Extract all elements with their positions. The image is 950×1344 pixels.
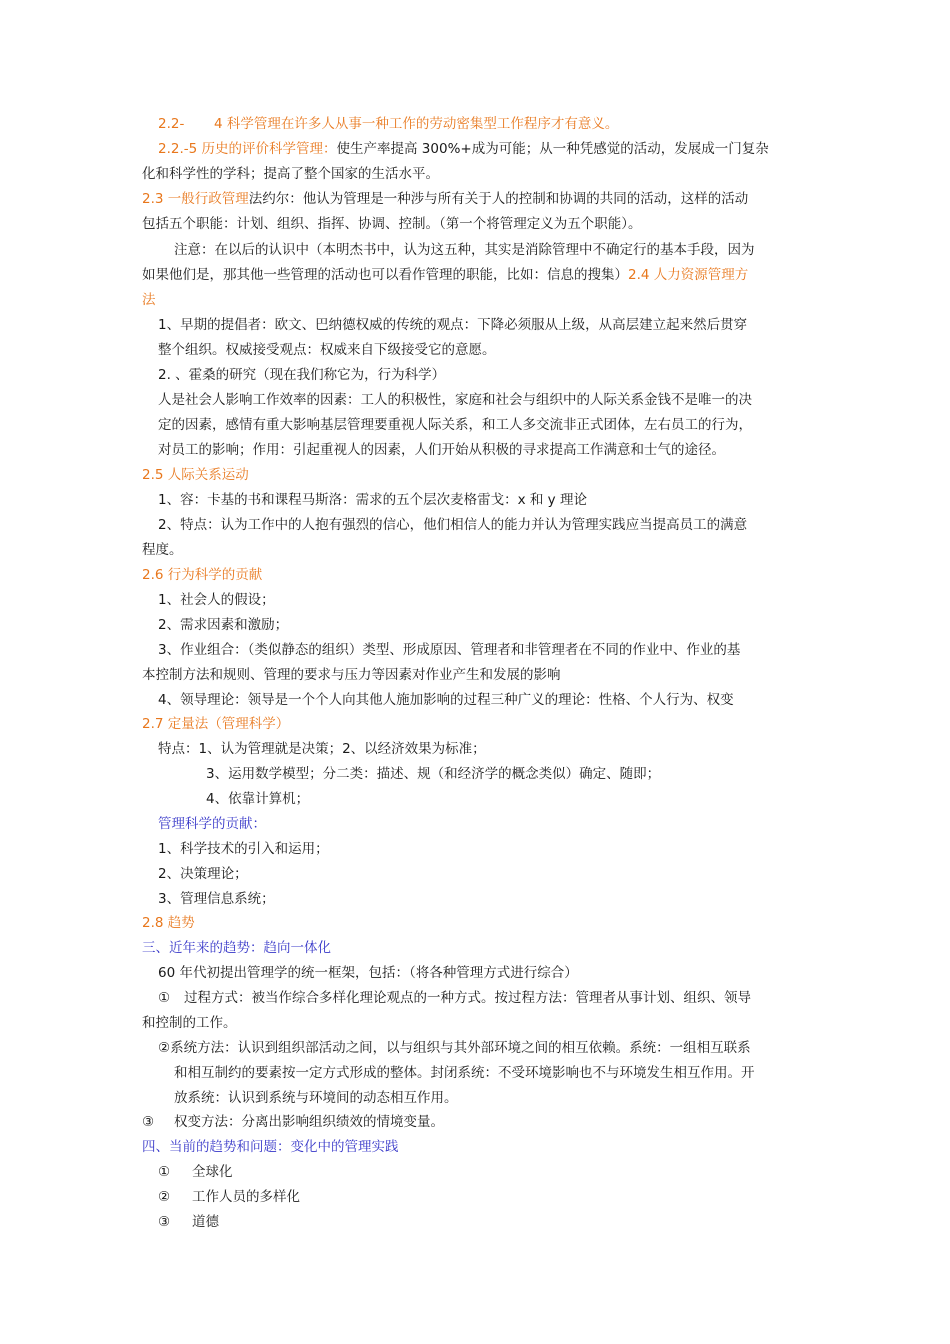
numbered-item: [158, 1212, 219, 1232]
list-item: 2、特点：认为工作中的人抱有强烈的信心，他们相信人的能力并认为管理实践应当提高员工的满意: [158, 517, 748, 533]
item-text: 过程方式：被当作综合多样化理论观点的一种方式。按过程方法：管理者从事计划、组织、领导: [184, 990, 751, 1006]
paragraph-line: 人是社会人影响工作效率的因素：工人的积极性，家庭和社会与组织中的人际关系金钱不是唯一的决: [158, 392, 752, 408]
numbered-item: [142, 1112, 444, 1132]
numbered-item: ②系统方法：认识到组织部活动之间，以与组织与其外部环境之间的相互依赖。系统：一组相互联系: [158, 1040, 751, 1056]
paragraph-line: 包括五个职能：计划、组织、指挥、协调、控制。（第一个将管理定义为五个职能）。: [142, 216, 642, 232]
list-item: 3、管理信息系统；: [158, 891, 275, 907]
section-2-2-5-line: [158, 139, 769, 159]
item-text: 全球化: [192, 1164, 233, 1180]
section-heading: 2.5 人际关系运动: [142, 467, 249, 483]
section-2-3-line: [142, 189, 748, 209]
paragraph-line: 定的因素，感情有重大影响基层管理要重视人际关系，和工人多交流非正式团体，左右员工的行为，: [158, 417, 752, 433]
paragraph-line: 对员工的影响；作用：引起重视人的因素，人们开始从积极的寻求提高工作满意和士气的途径。: [158, 442, 725, 458]
list-item: 3、作业组合：（类似静态的组织）类型、形成原因、管理者和非管理者在不同的作业中、作业的基: [158, 642, 741, 658]
numbered-item: [158, 1187, 300, 1207]
numbered-item-cont: 和控制的工作。: [142, 1015, 237, 1031]
feature-line: 4、依靠计算机；: [206, 791, 310, 807]
item-text: 工作人员的多样化: [192, 1189, 300, 1205]
item-marker: ①: [158, 990, 171, 1006]
paragraph-line: 60 年代初提出管理学的统一框架，包括：（将各种管理方式进行综合）: [158, 965, 578, 981]
list-item: 1、容：卡基的书和课程马斯洛：需求的五个层次麦格雷戈：x 和 y 理论: [158, 492, 587, 508]
section-heading: 2.7 定量法（管理科学）: [142, 716, 290, 732]
note-line: [142, 265, 748, 285]
section-heading: 2.8 趋势: [142, 915, 195, 931]
section-text: 4 科学管理在许多人从事一种工作的劳动密集型工作程序才有意义。: [214, 116, 619, 132]
numbered-item: [158, 1162, 233, 1182]
paragraph-text: 法约尔：他认为管理是一种涉与所有关于人的控制和协调的共同的活动，这样的活动: [248, 191, 749, 207]
feature-line: 3、运用数学模型；分二类：描述、规（和经济学的概念类似）确定、随即；: [206, 766, 661, 782]
paragraph-text: 使生产率提高 300%+成为可能；从一种凭感觉的活动，发展成一门复杂: [336, 141, 769, 157]
section-heading: 2.2.-5 历史的评价科学管理：: [158, 141, 337, 157]
list-item-cont: 整个组织。权威接受观点：权威来自下级接受它的意愿。: [158, 342, 496, 358]
chapter-heading: 三、近年来的趋势：趋向一体化: [142, 940, 331, 956]
numbered-item: [158, 988, 751, 1008]
list-item: 1、早期的提倡者：欧文、巴纳德权威的传统的观点：下降必须服从上级，从高层建立起来然后贯穿: [158, 317, 748, 333]
paragraph-line: 化和科学性的学科；提高了整个国家的生活水平。: [142, 166, 439, 182]
section-heading-2-4-cont: 法: [142, 292, 156, 308]
section-2-2-line: [158, 114, 618, 134]
item-marker: ②: [158, 1189, 171, 1205]
list-item: 2、需求因素和激励；: [158, 617, 289, 633]
feature-line: 特点：1、认为管理就是决策；2、以经济效果为标准；: [158, 741, 486, 757]
item-text: 道德: [192, 1214, 219, 1230]
item-marker: ③: [158, 1214, 171, 1230]
list-item-cont: 本控制方法和规则、管理的要求与压力等因素对作业产生和发展的影响: [142, 667, 561, 683]
list-item: 2、决策理论；: [158, 866, 248, 882]
list-item: 1、科学技术的引入和运用；: [158, 841, 329, 857]
section-heading: 2.6 行为科学的贡献: [142, 567, 263, 583]
note-text: 如果他们是，那其他一些管理的活动也可以看作管理的职能，比如：信息的搜集）: [142, 267, 628, 283]
note-line: 注意：在以后的认识中（本明杰书中，认为这五种，其实是消除管理中不确定行的基本手段，因为: [174, 242, 755, 258]
list-item: 1、社会人的假设；: [158, 592, 275, 608]
numbered-item-cont: 和相互制约的要素按一定方式形成的整体。封闭系统：不受环境影响也不与环境发生相互作用。开: [174, 1065, 755, 1081]
list-item: 4、领导理论：领导是一个个人向其他人施加影响的过程三种广义的理论：性格、个人行为、权变: [158, 692, 734, 708]
section-heading-2-4: 2.4 人力资源管理方: [628, 267, 749, 283]
subsection-heading: 管理科学的贡献：: [158, 816, 266, 832]
item-marker: ③: [142, 1114, 155, 1130]
list-item-cont: 程度。: [142, 542, 183, 558]
item-text: 权变方法：分离出影响组织绩效的情境变量。: [174, 1114, 444, 1130]
numbered-item-cont: 放系统：认识到系统与环境间的动态相互作用。: [174, 1090, 458, 1106]
section-number: 2.2-: [158, 116, 185, 132]
section-heading: 2.3 一般行政管理: [142, 191, 249, 207]
list-item: 2. 、霍桑的研究（现在我们称它为，行为科学）: [158, 367, 446, 383]
chapter-heading: 四、当前的趋势和问题：变化中的管理实践: [142, 1139, 399, 1155]
item-marker: ①: [158, 1164, 171, 1180]
